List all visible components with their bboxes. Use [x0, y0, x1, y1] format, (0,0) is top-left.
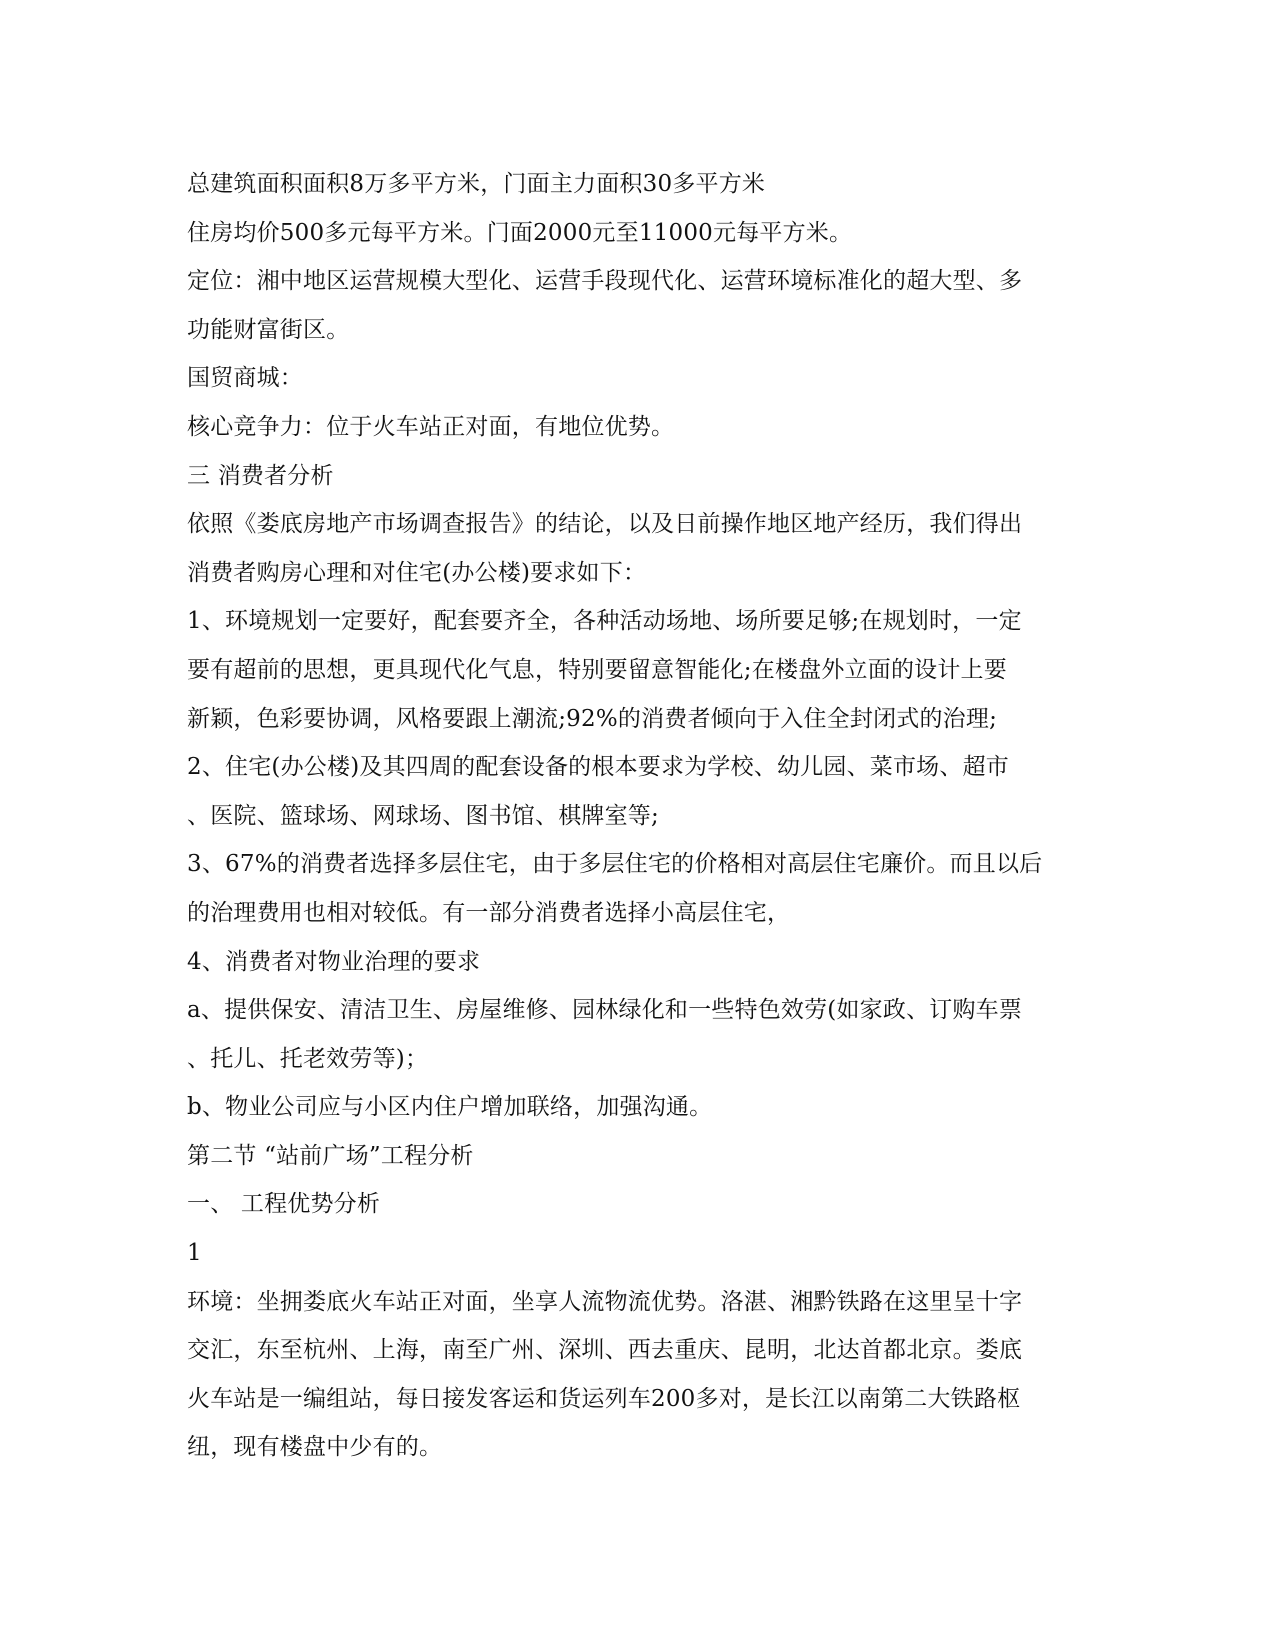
- section-heading: 第二节 “站前广场”工程分析: [187, 1142, 474, 1169]
- text-line: 国贸商城：: [187, 365, 303, 392]
- text-line: 定位：湘中地区运营规模大型化、运营手段现代化、运营环境标准化的超大型、多: [187, 268, 1023, 295]
- text-line: 总建筑面积面积8万多平方米，门面主力面积30多平方米: [187, 171, 766, 197]
- text-line: 4、消费者对物业治理的要求: [187, 948, 481, 975]
- text-line: 交汇，东至杭州、上海，南至广州、深圳、西去重庆、昆明，北达首都北京。娄底: [187, 1337, 1023, 1364]
- text-line: 的治理费用也相对较低。有一部分消费者选择小高层住宅，: [187, 899, 791, 926]
- text-line: 功能财富街区。: [187, 316, 350, 343]
- subsection-heading: 一、 工程优势分析: [187, 1191, 381, 1218]
- text-line: 新颖，色彩要协调，风格要跟上潮流;92%的消费者倾向于入住全封闭式的治理;: [187, 705, 998, 732]
- text-line: 依照《娄底房地产市场调查报告》的结论，以及日前操作地区地产经历，我们得出: [187, 511, 1023, 538]
- text-line: 2、住宅(办公楼)及其四周的配套设备的根本要求为学校、幼儿园、菜市场、超市: [187, 754, 1009, 781]
- text-line: 1、环境规划一定要好，配套要齐全，各种活动场地、场所要足够;在规划时，一定: [187, 608, 1022, 635]
- text-line: 纽，现有楼盘中少有的。: [187, 1434, 443, 1461]
- text-line: 住房均价500多元每平方米。门面2000元至11000元每平方米。: [187, 219, 853, 246]
- text-line: 要有超前的思想，更具现代化气息，特别要留意智能化;在楼盘外立面的设计上要: [187, 656, 1007, 683]
- text-line: a、提供保安、清洁卫生、房屋维修、园林绿化和一些特色效劳(如家政、订购车票: [187, 997, 1023, 1024]
- text-line: 消费者购房心理和对住宅(办公楼)要求如下：: [187, 559, 647, 586]
- text-line: 核心竞争力：位于火车站正对面，有地位优势。: [187, 413, 675, 440]
- text-line: 3、67%的消费者选择多层住宅，由于多层住宅的价格相对高层住宅廉价。而且以后: [187, 851, 1043, 878]
- text-line: 火车站是一编组站，每日接发客运和货运列车200多对，是长江以南第二大铁路枢: [187, 1385, 1021, 1412]
- document-body: [187, 160, 1092, 1472]
- text-line: 、医院、篮球场、网球场、图书馆、棋牌室等;: [187, 802, 659, 829]
- text-line: 环境：坐拥娄底火车站正对面，坐享人流物流优势。洛湛、湘黔铁路在这里呈十字: [187, 1288, 1023, 1315]
- text-line: b、物业公司应与小区内住户增加联络，加强沟通。: [187, 1094, 713, 1121]
- item-number: 1: [187, 1240, 202, 1267]
- section-heading: 三 消费者分析: [187, 462, 334, 489]
- text-line: 、托儿、托老效劳等)；: [187, 1045, 429, 1072]
